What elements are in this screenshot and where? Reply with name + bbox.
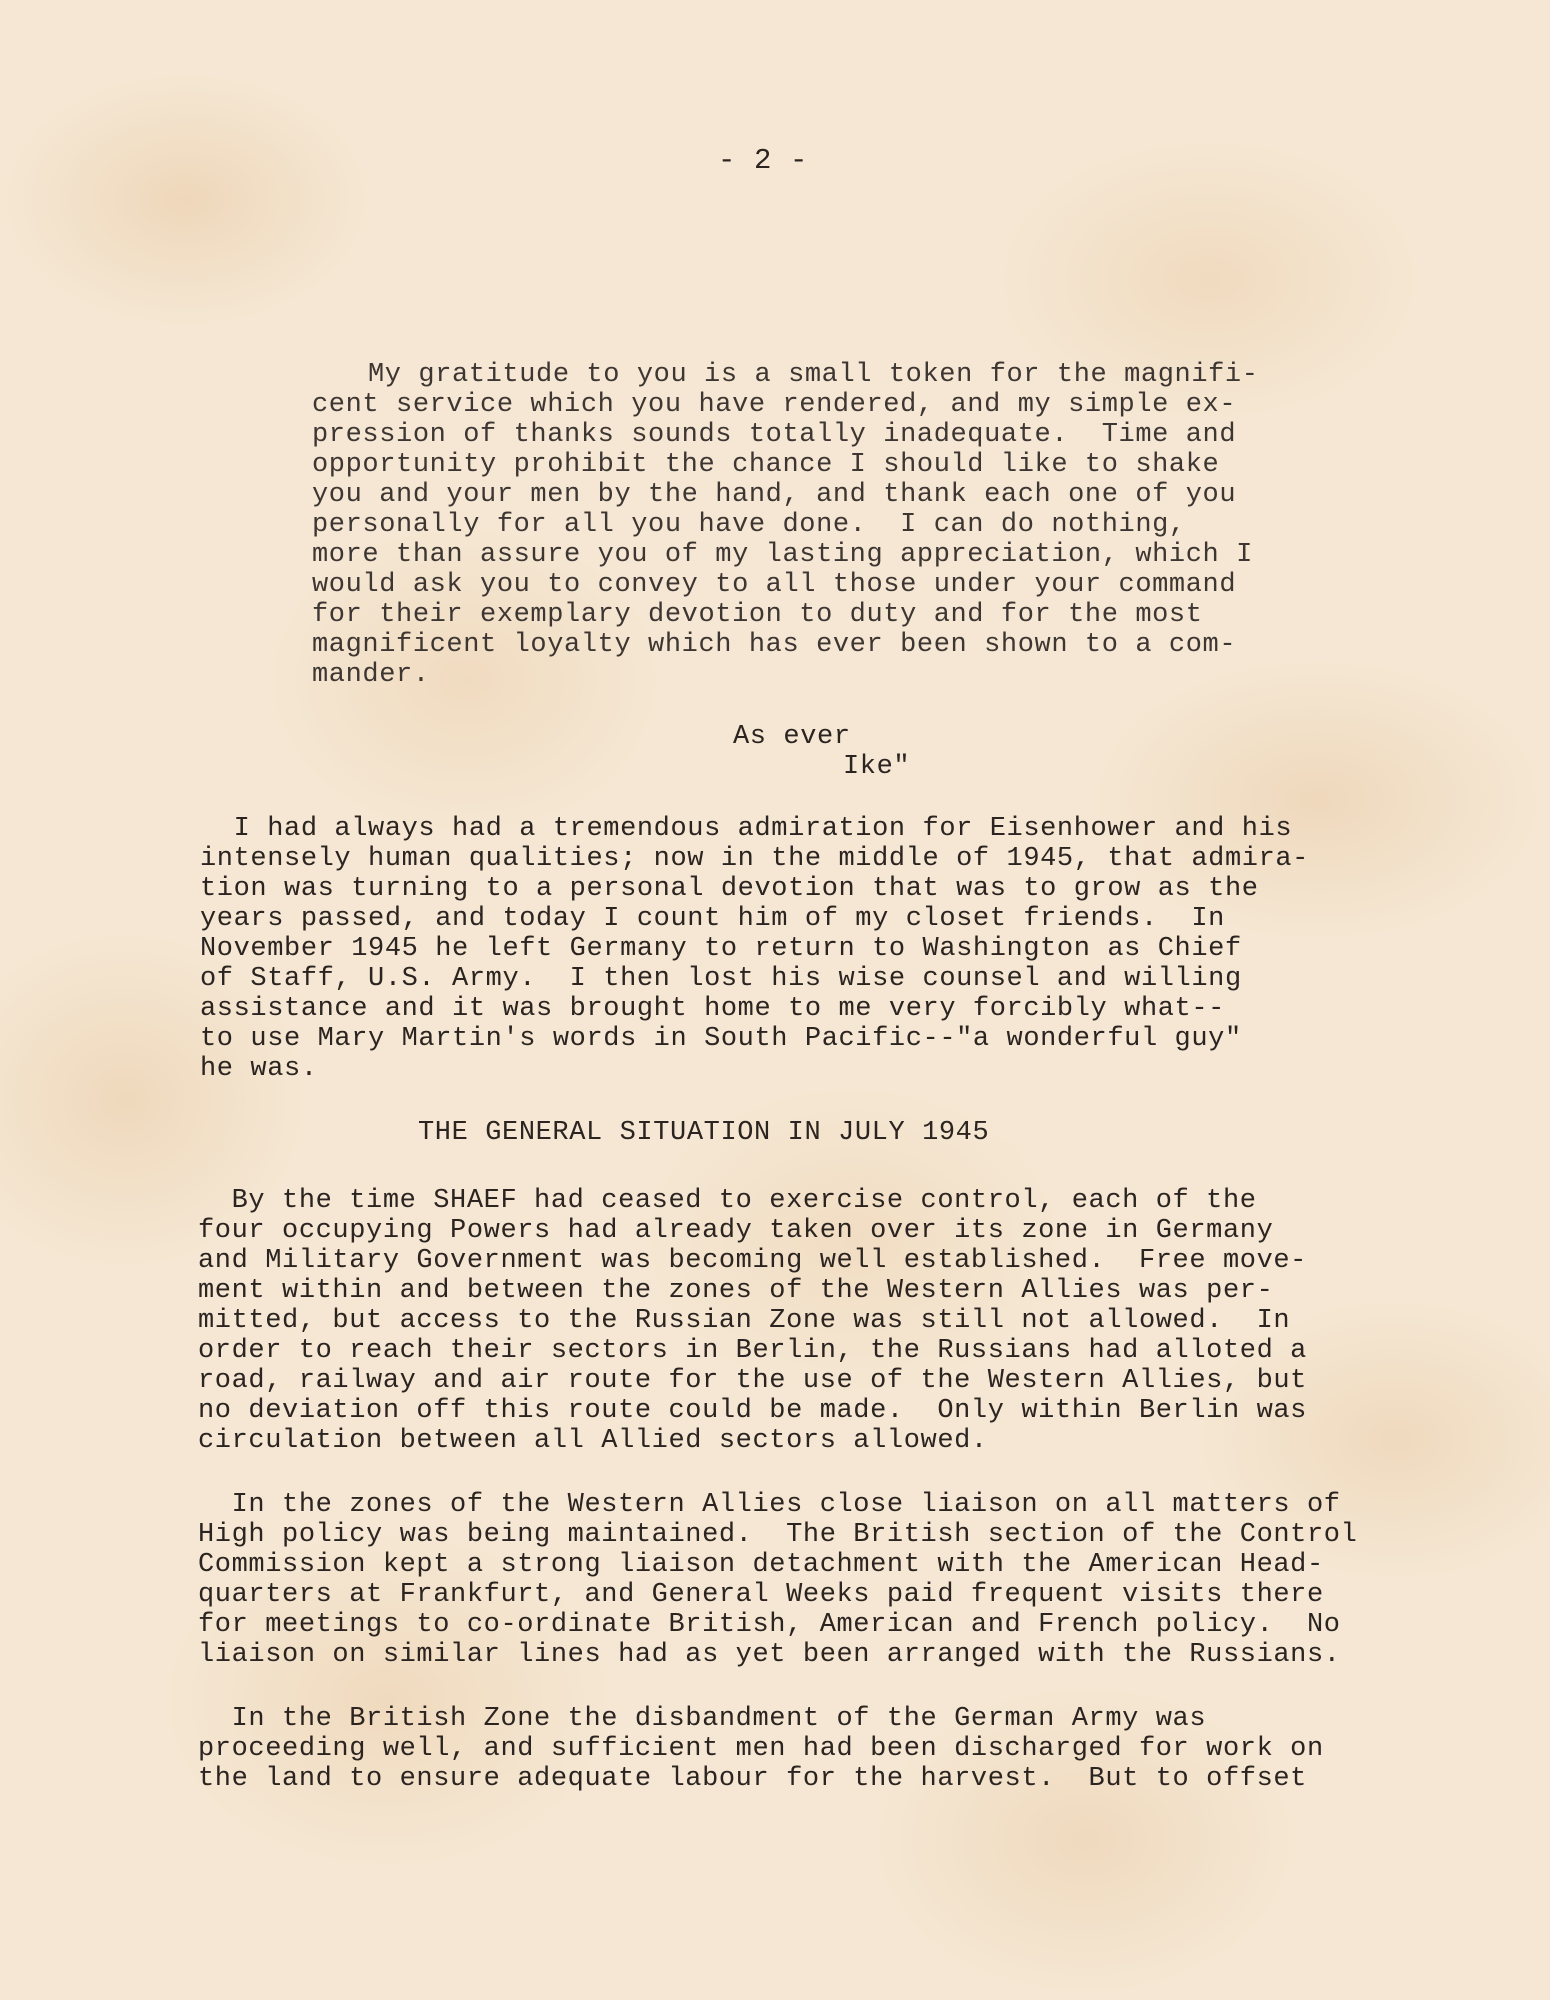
paragraph-line: no deviation off this route could be made. Only within Berlin was (198, 1396, 1307, 1426)
section-heading: THE GENERAL SITUATION IN JULY 1945 (418, 1118, 990, 1148)
paragraph-line: November 1945 he left Germany to return to Washington as Chief (200, 934, 1242, 964)
letter-line: for their exemplary devotion to duty and for the most (312, 600, 1203, 630)
letter-line: personally for all you have done. I can do nothing, (312, 510, 1186, 540)
paragraph-line: for meetings to co-ordinate British, American and French policy. No (198, 1610, 1341, 1640)
letter-line: opportunity prohibit the chance I should like to shake (312, 450, 1220, 480)
paragraph-line: In the British Zone the disbandment of the German Army was (198, 1704, 1207, 1734)
letter-line: cent service which you have rendered, and my simple ex- (312, 390, 1237, 420)
paragraph-line: quarters at Frankfurt, and General Weeks paid frequent visits there (198, 1580, 1324, 1610)
paragraph-line: I had always had a tremendous admiration for Eisenhower and his (200, 814, 1293, 844)
letter-line: magnificent loyalty which has ever been shown to a com- (312, 630, 1237, 660)
paragraph-line: intensely human qualities; now in the middle of 1945, that admira- (200, 844, 1309, 874)
paragraph-line: proceeding well, and sufficient men had been discharged for work on (198, 1734, 1324, 1764)
paragraph-line: circulation between all Allied sectors allowed. (198, 1426, 988, 1456)
letter-signature: Ike" (843, 752, 911, 782)
letter-closing: As ever (733, 722, 851, 752)
paragraph-line: of Staff, U.S. Army. I then lost his wise counsel and willing (200, 964, 1242, 994)
letter-line: would ask you to convey to all those under your command (312, 570, 1237, 600)
paragraph-line: four occupying Powers had already taken over its zone in Germany (198, 1216, 1274, 1246)
paragraph-line: ment within and between the zones of the Western Allies was per- (198, 1276, 1274, 1306)
letter-line: you and your men by the hand, and thank each one of you (312, 480, 1237, 510)
letter-line: My gratitude to you is a small token for the magnifi- (368, 360, 1259, 390)
paragraph-line: order to reach their sectors in Berlin, the Russians had alloted a (198, 1336, 1307, 1366)
paragraph-line: and Military Government was becoming well established. Free move- (198, 1246, 1307, 1276)
paragraph-line: the land to ensure adequate labour for the harvest. But to offset (198, 1764, 1307, 1794)
paragraph-line: In the zones of the Western Allies close liaison on all matters of (198, 1490, 1341, 1520)
paragraph-line: liaison on similar lines had as yet been arranged with the Russians. (198, 1640, 1341, 1670)
paragraph-line: to use Mary Martin's words in South Pacific--"a wonderful guy" (200, 1024, 1242, 1054)
paragraph-line: road, railway and air route for the use of the Western Allies, but (198, 1366, 1307, 1396)
letter-line: pression of thanks sounds totally inadequate. Time and (312, 420, 1237, 450)
paragraph-line: Commission kept a strong liaison detachment with the American Head- (198, 1550, 1324, 1580)
letter-line: more than assure you of my lasting appreciation, which I (312, 540, 1253, 570)
paragraph-line: years passed, and today I count him of my closet friends. In (200, 904, 1225, 934)
paragraph-line: By the time SHAEF had ceased to exercise control, each of the (198, 1186, 1257, 1216)
paragraph-line: High policy was being maintained. The British section of the Control (198, 1520, 1358, 1550)
letter-line: mander. (312, 660, 430, 690)
paragraph-line: he was. (200, 1054, 318, 1084)
paragraph-line: assistance and it was brought home to me very forcibly what-- (200, 994, 1225, 1024)
paragraph-line: mitted, but access to the Russian Zone was still not allowed. In (198, 1306, 1291, 1336)
page-number: - 2 - (718, 144, 809, 177)
paragraph-line: tion was turning to a personal devotion that was to grow as the (200, 874, 1259, 904)
